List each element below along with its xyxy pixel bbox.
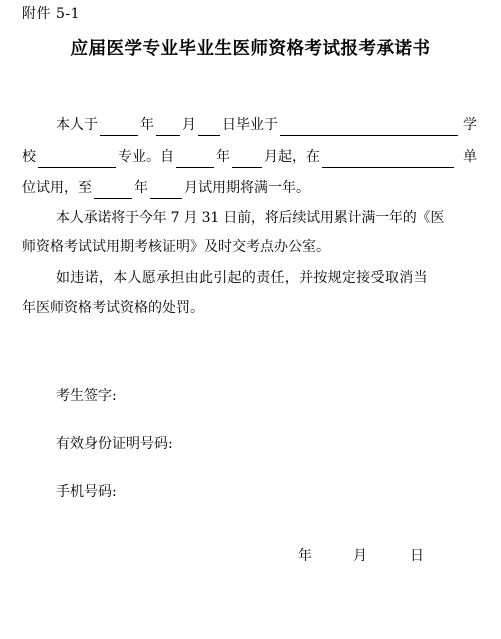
text-month: 月 — [182, 117, 196, 133]
trial-start-year-blank[interactable] — [176, 150, 214, 168]
date-day: 日 — [410, 548, 424, 564]
para2-line2: 师资格考试试用期考核证明》及时交考点办公室。 — [22, 239, 330, 255]
graduation-month-blank[interactable] — [156, 118, 180, 136]
signature-label: 考生签字: — [56, 388, 117, 404]
text-major-from: 专业。自 — [118, 149, 174, 165]
text-day-graduated-from: 日毕业于 — [222, 117, 278, 133]
para3-line2: 年医师资格考试资格的处罚。 — [22, 300, 204, 316]
trial-end-month-blank[interactable] — [150, 181, 182, 199]
para1-line3 — [22, 177, 477, 199]
para1-line2 — [22, 146, 477, 168]
annex-label: 附件 5-1 — [22, 6, 80, 22]
major-blank[interactable] — [38, 150, 116, 168]
text-trial-until: 位试用，至 — [22, 180, 92, 196]
graduation-year-blank[interactable] — [100, 118, 138, 136]
school-name-blank[interactable] — [280, 118, 458, 136]
para3-line1: 如违诺，本人愿承担由此引起的责任，并按规定接受取消当 — [56, 270, 428, 286]
para1-line1 — [56, 114, 477, 136]
date-year: 年 — [298, 548, 312, 564]
text-graduated-prefix: 本人于 — [56, 117, 98, 133]
text-month-from-at: 月起，在 — [264, 149, 320, 165]
text-xiao: 校 — [22, 149, 36, 165]
text-dan: 单 — [463, 149, 477, 165]
id-number-label: 有效身份证明号码: — [56, 436, 173, 452]
text-xue: 学 — [463, 117, 477, 133]
graduation-day-blank[interactable] — [198, 118, 220, 136]
date-month: 月 — [353, 548, 367, 564]
phone-label: 手机号码: — [56, 484, 117, 500]
trial-end-year-blank[interactable] — [94, 181, 132, 199]
text-year-3: 年 — [134, 180, 148, 196]
trial-unit-blank[interactable] — [322, 150, 454, 168]
trial-start-month-blank[interactable] — [232, 150, 262, 168]
document-title: 应届医学专业毕业生医师资格考试报考承诺书 — [70, 39, 431, 59]
text-year: 年 — [140, 117, 154, 133]
text-year-2: 年 — [216, 149, 230, 165]
text-trial-complete: 月试用期将满一年。 — [184, 180, 310, 196]
para2-line1: 本人承诺将于今年 7 月 31 日前，将后续试用累计满一年的《医 — [56, 210, 445, 226]
